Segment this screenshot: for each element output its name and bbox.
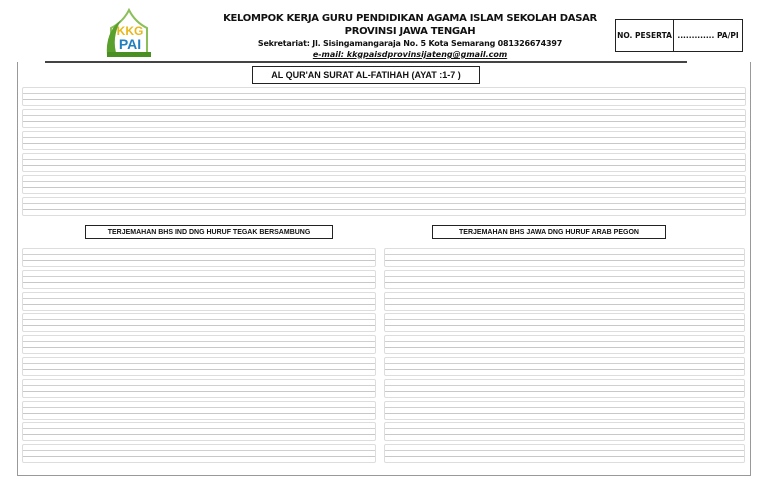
indonesian-writing-lines[interactable] xyxy=(22,422,376,441)
javanese-writing-lines[interactable] xyxy=(384,401,745,420)
worksheet-title: AL QUR'AN SURAT AL-FATIHAH (AYAT :1-7 ) xyxy=(252,66,480,84)
svg-text:KKG: KKG xyxy=(116,24,144,38)
right-section-heading: TERJEMAHAN BHS JAWA DNG HURUF ARAB PEGON xyxy=(432,225,666,239)
javanese-writing-lines[interactable] xyxy=(384,335,745,354)
indonesian-writing-lines[interactable] xyxy=(22,270,376,289)
left-section-heading: TERJEMAHAN BHS IND DNG HURUF TEGAK BERSAMBUNG xyxy=(85,225,333,239)
quran-writing-lines[interactable] xyxy=(22,175,746,194)
indonesian-writing-lines[interactable] xyxy=(22,444,376,463)
participant-label: NO. PESERTA xyxy=(616,20,674,51)
org-name: KELOMPOK KERJA GURU PENDIDIKAN AGAMA ISLAM SEKOLAH DASAR xyxy=(223,13,597,24)
quran-writing-lines[interactable] xyxy=(22,153,746,172)
indonesian-writing-lines[interactable] xyxy=(22,248,376,267)
javanese-writing-lines[interactable] xyxy=(384,357,745,376)
quran-writing-lines[interactable] xyxy=(22,87,746,106)
org-address: Sekretariat: Jl. Sisingamangaraja No. 5 Kota Semarang 081326674397 xyxy=(257,39,563,48)
indonesian-writing-lines[interactable] xyxy=(22,379,376,398)
indonesian-writing-lines[interactable] xyxy=(22,357,376,376)
org-email: e-mail: kkgpaisdprovinsijateng@gmail.com xyxy=(312,50,508,59)
indonesian-writing-lines[interactable] xyxy=(22,401,376,420)
indonesian-writing-lines[interactable] xyxy=(22,313,376,332)
javanese-writing-lines[interactable] xyxy=(384,292,745,311)
javanese-writing-lines[interactable] xyxy=(384,444,745,463)
participant-value[interactable]: ............. PA/PI xyxy=(677,31,739,40)
quran-writing-lines[interactable] xyxy=(22,109,746,128)
participant-number-box xyxy=(615,19,743,52)
org-province: PROVINSI JAWA TENGAH xyxy=(344,26,476,37)
indonesian-writing-lines[interactable] xyxy=(22,292,376,311)
kkg-pai-logo xyxy=(103,8,155,58)
javanese-writing-lines[interactable] xyxy=(384,270,745,289)
javanese-writing-lines[interactable] xyxy=(384,248,745,267)
quran-writing-lines[interactable] xyxy=(22,131,746,150)
quran-writing-lines[interactable] xyxy=(22,197,746,216)
svg-text:PAI: PAI xyxy=(118,36,142,52)
javanese-writing-lines[interactable] xyxy=(384,379,745,398)
javanese-writing-lines[interactable] xyxy=(384,313,745,332)
letterhead xyxy=(200,12,620,60)
javanese-writing-lines[interactable] xyxy=(384,422,745,441)
indonesian-writing-lines[interactable] xyxy=(22,335,376,354)
